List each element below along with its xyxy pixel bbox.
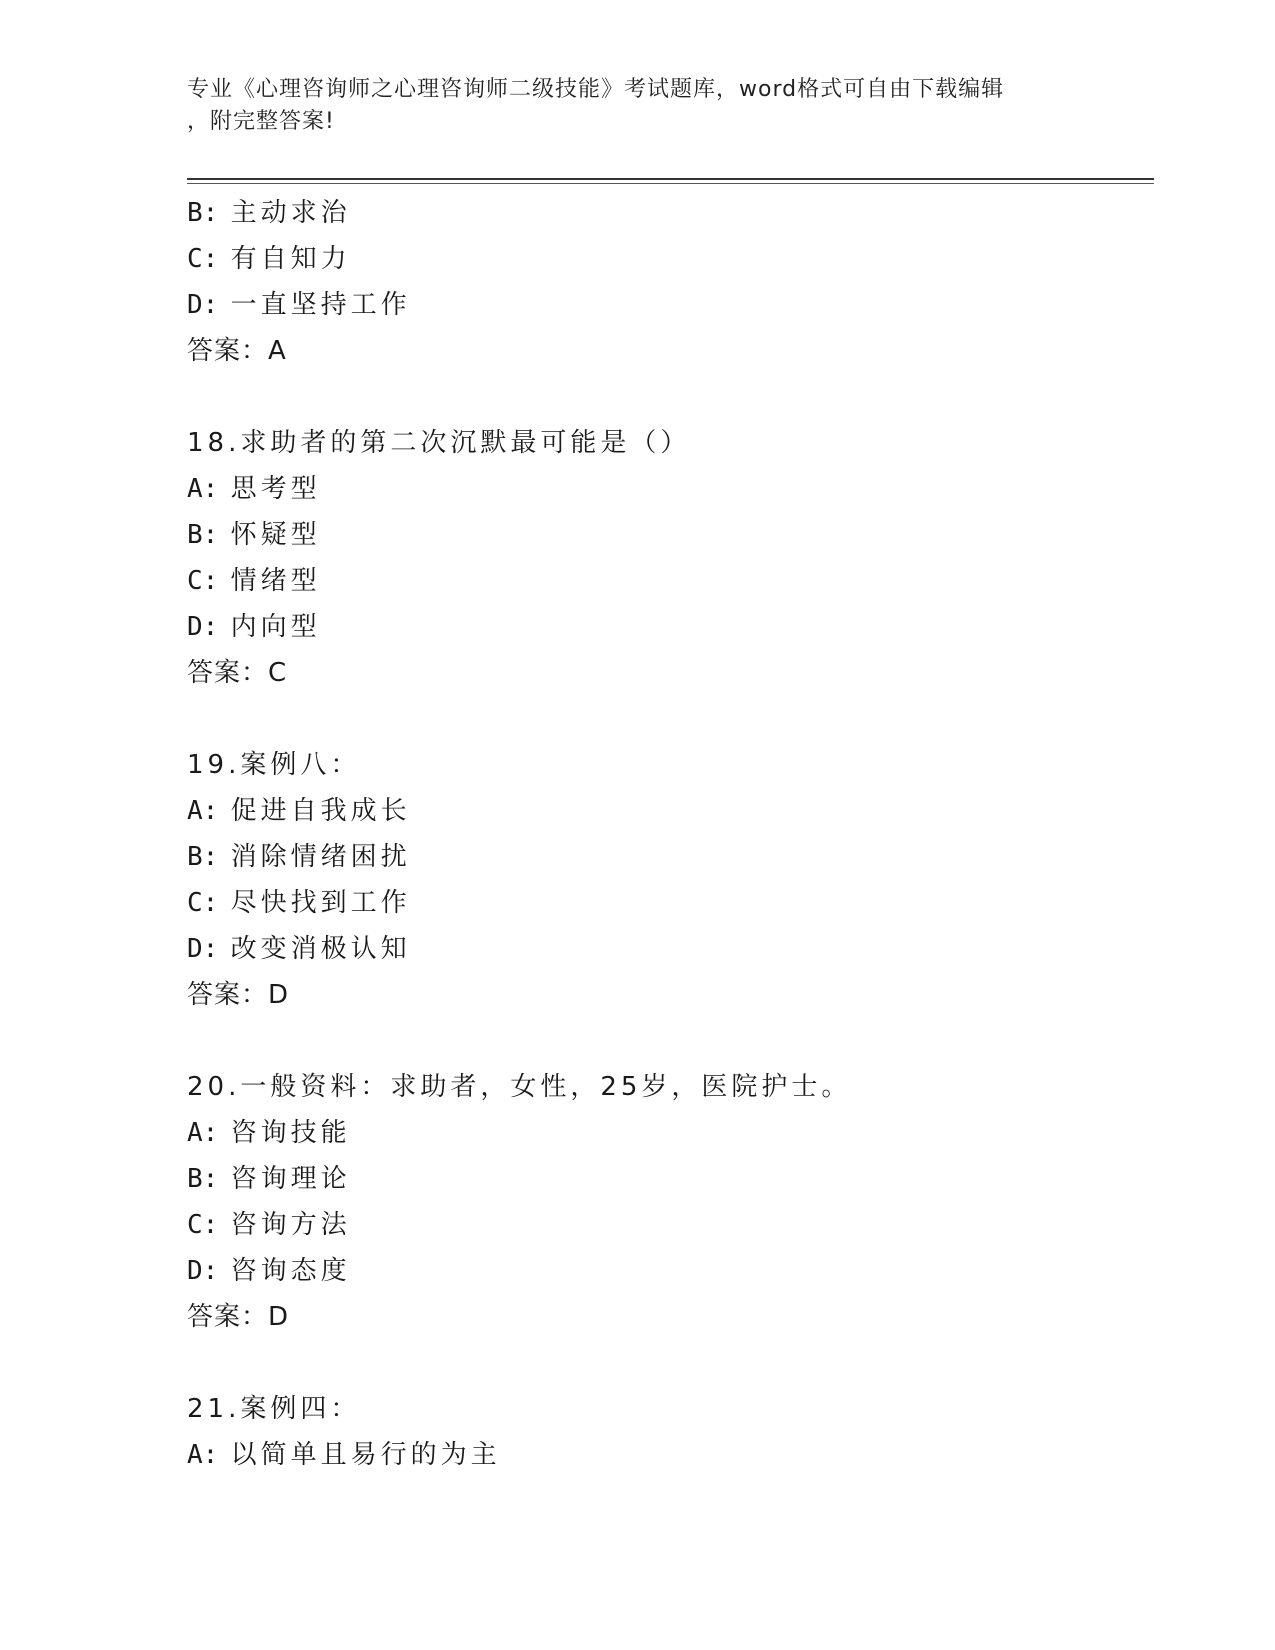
header-title-line-2: ，附完整答案! — [187, 109, 335, 134]
option-letter: A: — [187, 796, 219, 826]
header-title-line-1: 专业《心理咨询师之心理咨询师二级技能》考试题库，word格式可自由下载编辑 — [187, 77, 1005, 102]
option-text: 改变消极认知 — [230, 934, 411, 964]
question-block — [187, 742, 1147, 1018]
question-text: 18.求助者的第二次沉默最可能是（） — [187, 428, 691, 458]
option-line — [187, 834, 1147, 880]
question-text: 21.案例四： — [187, 1394, 361, 1424]
option-line — [187, 788, 1147, 834]
header-divider-thin — [187, 183, 1154, 184]
option-line — [187, 1432, 1147, 1478]
option-letter: A: — [187, 474, 219, 504]
option-text: 消除情绪困扰 — [230, 842, 411, 872]
question-block — [187, 420, 1147, 696]
option-line — [187, 1110, 1147, 1156]
answer-line: 答案：D — [187, 980, 290, 1010]
option-line — [187, 190, 1147, 236]
option-letter: D: — [187, 934, 219, 964]
option-letter: B: — [187, 1164, 219, 1194]
option-text: 内向型 — [230, 612, 321, 642]
option-letter: B: — [187, 198, 219, 228]
option-letter: C: — [187, 566, 219, 596]
question-block — [187, 190, 1147, 374]
option-text: 有自知力 — [230, 244, 351, 274]
question-block — [187, 1064, 1147, 1340]
option-line — [187, 512, 1147, 558]
option-text: 情绪型 — [230, 566, 321, 596]
option-text: 怀疑型 — [230, 520, 321, 550]
option-line — [187, 282, 1147, 328]
spacer — [187, 374, 1147, 420]
option-line — [187, 604, 1147, 650]
question-list — [187, 190, 1147, 1478]
option-line — [187, 880, 1147, 926]
question-block — [187, 1386, 1147, 1478]
spacer — [187, 1018, 1147, 1064]
header-divider-thick — [187, 178, 1154, 180]
answer-line: 答案：C — [187, 658, 288, 688]
option-line — [187, 466, 1147, 512]
question-text: 19.案例八： — [187, 750, 361, 780]
option-letter: D: — [187, 290, 219, 320]
document-header — [187, 74, 1087, 138]
option-text: 咨询技能 — [230, 1118, 351, 1148]
option-text: 思考型 — [230, 474, 321, 504]
option-text: 咨询理论 — [230, 1164, 351, 1194]
option-letter: B: — [187, 520, 219, 550]
option-line — [187, 1202, 1147, 1248]
option-letter: A: — [187, 1440, 219, 1470]
option-line — [187, 1156, 1147, 1202]
option-letter: D: — [187, 1256, 219, 1286]
answer-line: 答案：A — [187, 336, 287, 366]
option-line — [187, 558, 1147, 604]
option-text: 以简单且易行的为主 — [230, 1440, 501, 1470]
option-text: 尽快找到工作 — [230, 888, 411, 918]
option-letter: D: — [187, 612, 219, 642]
question-text: 20.一般资料：求助者，女性，25岁，医院护士。 — [187, 1072, 852, 1102]
option-text: 咨询态度 — [230, 1256, 351, 1286]
option-line — [187, 1248, 1147, 1294]
option-text: 主动求治 — [230, 198, 351, 228]
option-text: 促进自我成长 — [230, 796, 411, 826]
option-letter: C: — [187, 888, 219, 918]
option-line — [187, 236, 1147, 282]
spacer — [187, 1340, 1147, 1386]
option-line — [187, 926, 1147, 972]
option-letter: C: — [187, 1210, 219, 1240]
option-letter: C: — [187, 244, 219, 274]
spacer — [187, 696, 1147, 742]
option-letter: A: — [187, 1118, 219, 1148]
option-text: 一直坚持工作 — [230, 290, 411, 320]
answer-line: 答案：D — [187, 1302, 290, 1332]
option-letter: B: — [187, 842, 219, 872]
option-text: 咨询方法 — [230, 1210, 351, 1240]
